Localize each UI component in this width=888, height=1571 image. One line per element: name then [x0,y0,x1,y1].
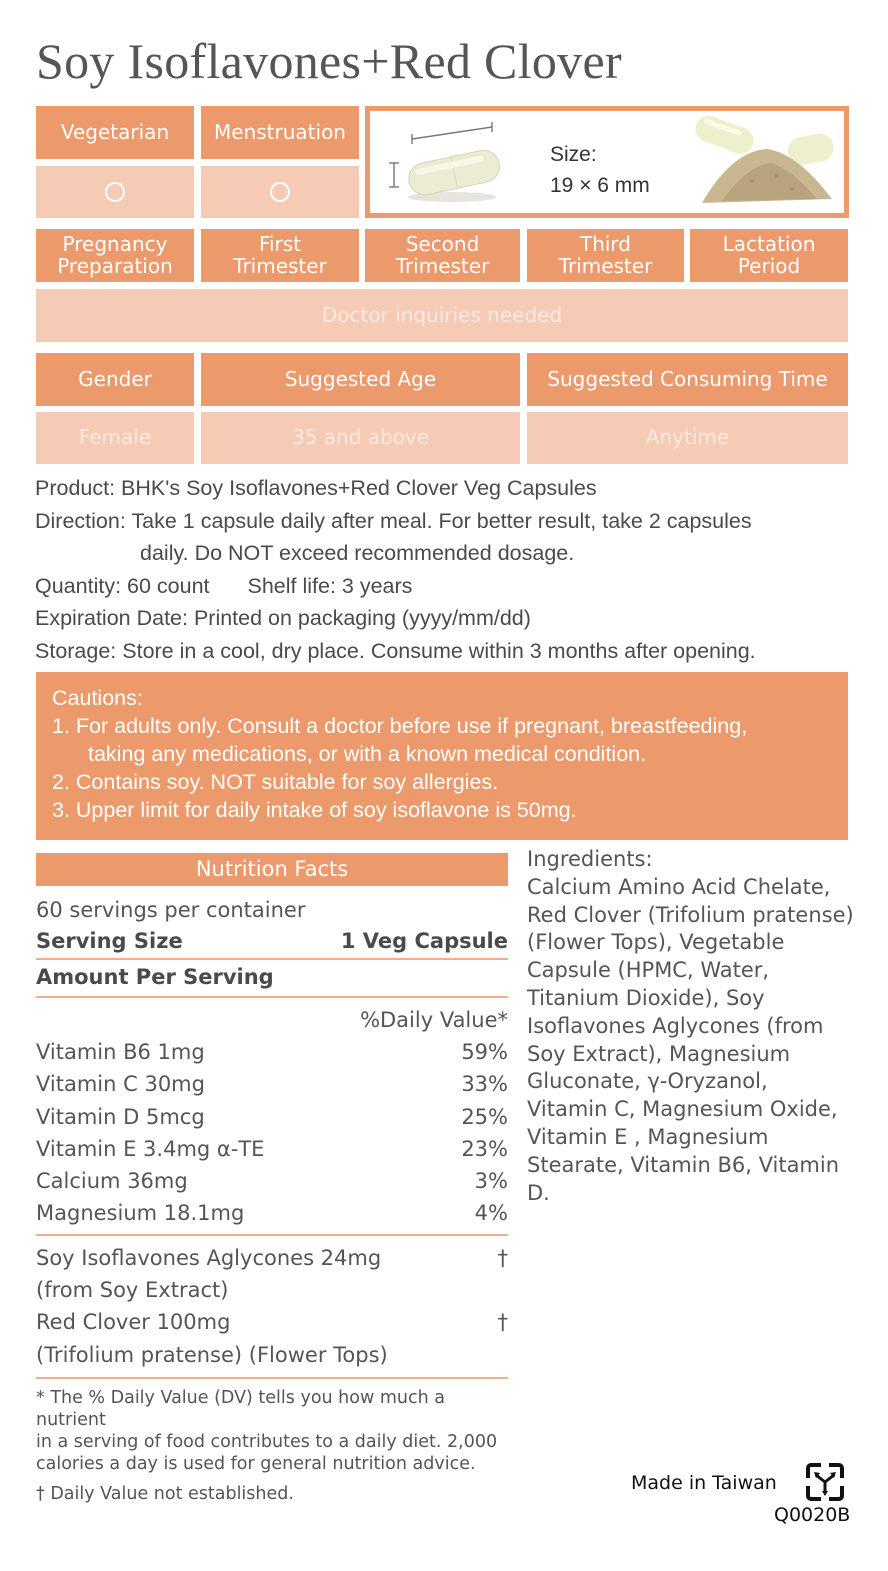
nutrient-name: Vitamin E 3.4mg α-TE [36,1136,265,1161]
nutrient-dv: 25% [461,1104,508,1129]
servings-per-container [36,894,508,926]
cautions-box [36,672,848,840]
expiration-date: Expiration Date: Printed on packaging (yyyy/mm/dd) [35,606,531,630]
other-row [36,1242,508,1274]
size-label: Size: [550,143,597,166]
direction-line1: Direction: Take 1 capsule daily after meal. For better result, take 2 capsules [35,508,752,533]
stage-label-line1: Lactation [722,231,816,256]
nutrient-row [36,1165,508,1197]
stage-label-line2: Period [737,253,801,278]
circle-icon [270,182,290,202]
ingredient-line: (Flower Tops), Vegetable [527,930,785,955]
other-name: Red Clover 100mg [36,1310,231,1335]
cautions-title: Cautions: [52,686,143,710]
nutrient-row [36,1068,508,1100]
storage: Storage: Store in a cool, dry place. Consume within 3 months after opening. [35,638,756,663]
nutrient-row [36,1101,508,1133]
consuming-time-value: Anytime [527,412,848,464]
serving-size-label: Serving Size [36,929,183,953]
other-dv: † [497,1245,508,1270]
nutrient-row [36,1197,508,1229]
stage-second-trimester [365,229,520,282]
nutrient-name: Vitamin D 5mcg [36,1104,205,1129]
nutrient-row [36,1133,508,1165]
stage-lactation-period [690,229,848,282]
nutrient-dv: 33% [461,1072,508,1097]
ingredient-line: Stearate, Vitamin B6, Vitamin D. [527,1152,840,1205]
other-sub: (Trifolium pratense) (Flower Tops) [36,1342,388,1367]
divider [36,996,508,998]
ingredient-line: Isoflavones Aglycones (from [527,1013,824,1038]
doctor-inquiry-note: Doctor inquiries needed [36,289,848,342]
caution-item-continued: taking any medications, or with a known medical condition. [88,742,647,766]
footnote-dagger: † Daily Value not established. [36,1483,294,1504]
nutrient-name: Vitamin C 30mg [36,1072,205,1097]
product-code: Q0020B [774,1504,851,1526]
stage-pregnancy-preparation [36,229,194,282]
ingredient-line: Titanium Dioxide), Soy [527,985,765,1010]
stage-third-trimester [527,229,684,282]
other-dv: † [497,1310,508,1335]
dv-label: %Daily Value* [360,1008,508,1032]
stage-label-line2: Trimester [395,253,490,278]
recycle-icon [806,1463,844,1501]
circle-icon [105,182,125,202]
stage-label-line1: First [258,231,302,256]
other-name: Soy Isoflavones Aglycones 24mg [36,1245,382,1270]
other-ingredients [36,1236,508,1371]
size-value: 19 × 6 mm [550,174,650,197]
ingredients [527,846,857,1207]
other-row-sub [36,1274,508,1306]
menstruation-value [201,166,359,218]
ingredient-line: Red Clover (Trifolium pratense) [527,902,854,927]
capsule-size-panel [365,106,849,218]
serving-size-row [36,926,508,958]
ingredient-line: Vitamin C, Magnesium Oxide, [527,1097,838,1122]
nutrient-name: Vitamin B6 1mg [36,1040,205,1064]
footnote-line: * The % Daily Value (DV) tells you how much a nutrient [36,1387,445,1430]
divider [36,1377,508,1379]
stage-first-trimester [201,229,359,282]
nutrient-name: Magnesium 18.1mg [36,1201,245,1226]
other-row [36,1306,508,1338]
nutrient-name: Calcium 36mg [36,1169,188,1194]
footnote-line: calories a day is used for general nutrition advice. [36,1453,476,1474]
made-in-taiwan: Made in Taiwan [631,1472,777,1494]
caution-item: 2. Contains soy. NOT suitable for soy allergies. [52,770,499,794]
nutrient-row [36,1036,508,1068]
ingredient-line: Soy Extract), Magnesium [527,1041,791,1066]
capsule-size-text [550,139,650,201]
stage-label-line2: Preparation [57,253,173,278]
amount-label: Amount Per Serving [36,965,274,989]
nutrition-facts-title: Nutrition Facts [36,853,508,886]
servings-text: 60 servings per container [36,898,306,922]
quantity: Quantity: 60 count [35,573,210,598]
direction-line2: daily. Do NOT exceed recommended dosage. [140,541,575,565]
product-info [35,472,855,667]
stage-label-line1: Third [579,231,631,256]
nutrition-facts [36,853,508,1505]
caution-item: 1. For adults only. Consult a doctor before use if pregnant, breastfeeding, [52,714,748,738]
amount-per-serving [36,960,508,996]
shelf-life: Shelf life: 3 years [247,573,413,598]
consuming-time-header: Suggested Consuming Time [527,353,848,406]
quantity-shelf-row [35,570,855,603]
ingredient-line: Capsule (HPMC, Water, [527,958,770,983]
gender-value: Female [36,412,194,464]
divider [36,958,508,960]
ingredient-line: Calcium Amino Acid Chelate, [527,874,831,899]
gender-header: Gender [36,353,194,406]
stage-label-line2: Trimester [233,253,327,278]
vegetarian-header: Vegetarian [36,106,194,159]
product-name: Product: BHK's Soy Isoflavones+Red Clover Veg Capsules [35,476,597,500]
menstruation-header: Menstruation [201,106,359,159]
ingredients-title: Ingredients: [527,847,653,871]
powder-image-icon [682,111,842,213]
footnote-dv [36,1387,508,1475]
vegetarian-value [36,166,194,218]
stage-label-line1: Pregnancy [62,231,168,256]
suggested-age-value: 35 and above [201,412,520,464]
footnote-line: in a serving of food contributes to a daily diet. 2,000 [36,1431,498,1452]
nutrient-dv: 59% [461,1040,508,1064]
caution-item: 3. Upper limit for daily intake of soy isoflavone is 50mg. [52,798,577,822]
suggested-age-header: Suggested Age [201,353,520,406]
stage-label-line1: Second [405,231,480,256]
nutrient-dv: 3% [474,1169,508,1194]
daily-value-header [36,998,508,1036]
stage-label-line2: Trimester [558,253,653,278]
ingredient-line: Vitamin E , Magnesium [527,1124,769,1149]
capsule-image-icon [380,117,520,207]
divider [36,1234,508,1236]
other-row-sub [36,1339,508,1371]
nutrient-dv: 23% [461,1136,508,1161]
page-title: Soy Isoflavones+Red Clover [36,33,622,89]
nutrient-dv: 4% [474,1201,508,1226]
serving-size-value: 1 Veg Capsule [340,929,508,953]
ingredient-line: Gluconate, γ-Oryzanol, [527,1069,768,1094]
other-sub: (from Soy Extract) [36,1278,229,1303]
